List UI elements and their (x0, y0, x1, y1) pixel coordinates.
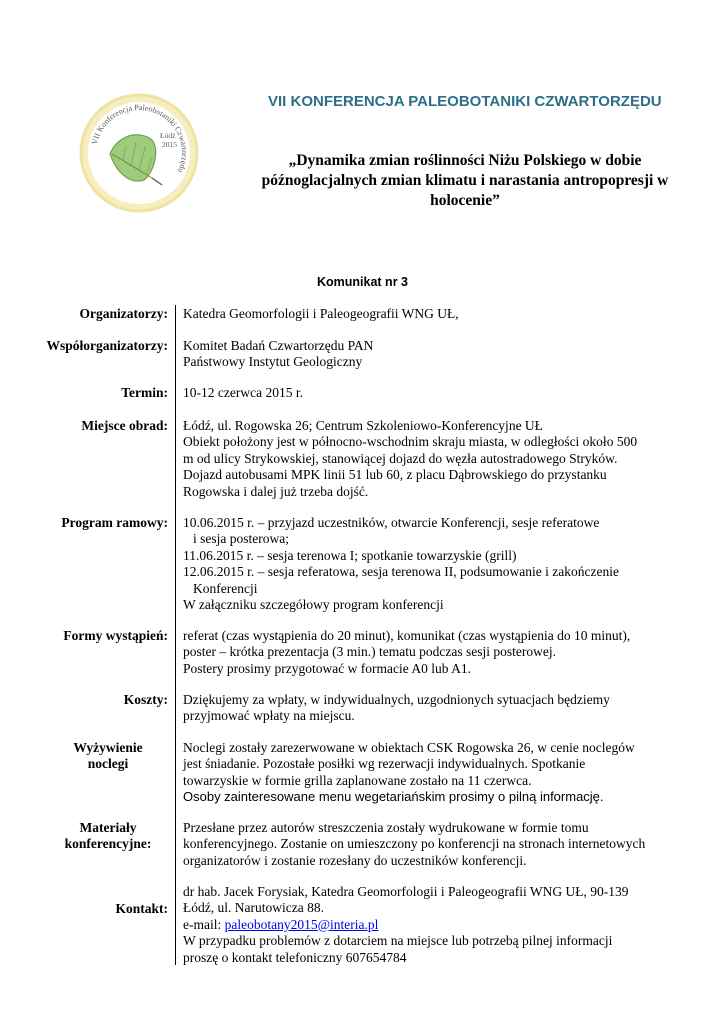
label-line: noclegi (87, 756, 129, 771)
content-line: W załączniku szczegółowy program konferencji (183, 597, 444, 613)
label-formy-wystapien: Formy wystąpień: (63, 628, 168, 643)
label-termin: Termin: (121, 385, 168, 400)
content-line: Konferencji (193, 580, 258, 596)
content-organizatorzy (183, 306, 703, 322)
content-formy-wystapien (183, 628, 703, 677)
label-kontakt: Kontakt: (115, 901, 168, 916)
label-line: Wyżywienie (73, 740, 143, 755)
logo-city: Łódź (160, 131, 176, 140)
label-wyzywienie-noclegi (60, 740, 156, 772)
content-line: konferencyjnego. Zostanie on umieszczony po konferencji na stronach internetowych (183, 836, 646, 852)
subtitle-line: holocenie” (430, 192, 500, 209)
content-koszty (183, 692, 703, 725)
label-line: konferencyjne: (64, 836, 152, 851)
content-wspolorganizatorzy (183, 338, 703, 371)
content-materialy-konferencyjne (183, 820, 703, 869)
email-link[interactable]: paleobotany2015@interia.pl (224, 916, 379, 932)
content-line: Osoby zainteresowane menu wegetariańskim prosimy o pilną informację. (183, 789, 604, 805)
komunikat-heading: Komunikat nr 3 (317, 275, 408, 289)
content-line: 11.06.2015 r. – sesja terenowa I; spotkanie towarzyskie (grill) (183, 547, 517, 563)
subtitle-line: późnoglacjalnych zmian klimatu i narastania antropopresji w (261, 172, 669, 189)
label-organizatorzy: Organizatorzy: (79, 306, 168, 321)
content-program-ramowy (183, 515, 703, 613)
label-wspolorganizatorzy: Współorganizatorzy: (46, 338, 168, 353)
content-line: poster – krótka prezentacja (3 min.) tematu podczas sesji posterowej. (183, 644, 556, 660)
content-termin (183, 385, 703, 401)
content-line: towarzyskie w formie grilla zaplanowane zostało na 11 czerwca. (183, 772, 532, 788)
content-line: Łódź, ul. Narutowicza 88. (183, 900, 324, 916)
content-line: Rogowska i dalej już trzeba dojść. (183, 483, 369, 499)
label-program-ramowy: Program ramowy: (61, 515, 168, 530)
content-line: przyjmować wpłaty na miejscu. (183, 708, 355, 724)
content-miejsce-obrad (183, 418, 703, 500)
content-line: Łódź, ul. Rogowska 26; Centrum Szkoleniowo-Konferencyjne UŁ (183, 418, 543, 433)
conference-subtitle (250, 151, 680, 211)
label-line: Materiały (79, 820, 137, 835)
content-line: Obiekt położony jest w północno-wschodnim skraju miasta, w odległości około 500 (183, 434, 638, 450)
content-line: jest śniadanie. Pozostałe posiłki wg rezerwacji indywidualnych. Spotkanie (183, 756, 586, 772)
content-line: W przypadku problemów z dotarciem na miejsce lub potrzebą pilnej informacji (183, 933, 613, 949)
label-miejsce-obrad: Miejsce obrad: (81, 418, 168, 433)
logo-year: 2015 (162, 140, 177, 149)
subtitle-line: „Dynamika zmian roślinności Niżu Polskiego w dobie (288, 152, 642, 169)
content-line: Noclegi zostały zarezerwowane w obiektach CSK Rogowska 26, w cenie noclegów (183, 740, 635, 755)
content-line: 10.06.2015 r. – przyjazd uczestników, otwarcie Konferencji, sesje referatowe (183, 515, 600, 530)
label-koszty: Koszty: (123, 692, 168, 707)
content-kontakt (183, 884, 703, 966)
content-line: Dojazd autobusami MPK linii 51 lub 60, z placu Dąbrowskiego do przystanku (183, 467, 607, 483)
logo-ring-text: VII Konferencja Paleobotaniki Czwartorzędu (89, 102, 190, 175)
label-materialy-konferencyjne (60, 820, 156, 852)
content-line: referat (czas wystąpienia do 20 minut), komunikat (czas wystąpienia do 10 minut), (183, 628, 631, 643)
content-line: Postery prosimy przygotować w formacie A0 lub A1. (183, 660, 471, 676)
content-line: proszę o kontakt telefoniczny 607654784 (183, 949, 407, 965)
content-line: m od ulicy Strykowskiej, stanowiącej dojazd do węzła autostradowego Stryków. (183, 450, 618, 466)
content-line: 10-12 czerwca 2015 r. (183, 385, 303, 400)
content-line: dr hab. Jacek Forysiak, Katedra Geomorfologii i Paleogeografii WNG UŁ, 90-139 (183, 884, 629, 899)
email-prefix: e-mail: (183, 916, 225, 932)
content-wyzywienie-noclegi (183, 740, 703, 806)
content-line: organizatorów i zostanie rozesłany do uczestników konferencji. (183, 852, 527, 868)
email-line (183, 917, 703, 933)
column-divider (175, 305, 176, 965)
content-line: Dziękujemy za wpłaty, w indywidualnych, uzgodnionych sytuacjach będziemy (183, 692, 610, 707)
content-line: Przesłane przez autorów streszczenia zostały wydrukowane w formie tomu (183, 820, 589, 835)
content-line: Komitet Badań Czwartorzędu PAN (183, 338, 374, 353)
content-line: Państwowy Instytut Geologiczny (183, 354, 363, 370)
content-line: i sesja posterowa; (193, 531, 289, 547)
conference-title: VII KONFERENCJA PALEOBOTANIKI CZWARTORZĘDU (268, 93, 662, 110)
content-line: 12.06.2015 r. – sesja referatowa, sesja terenowa II, podsumowanie i zakończenie (183, 564, 619, 580)
conference-logo (78, 92, 200, 214)
content-line: Katedra Geomorfologii i Paleogeografii WNG UŁ, (183, 306, 459, 321)
